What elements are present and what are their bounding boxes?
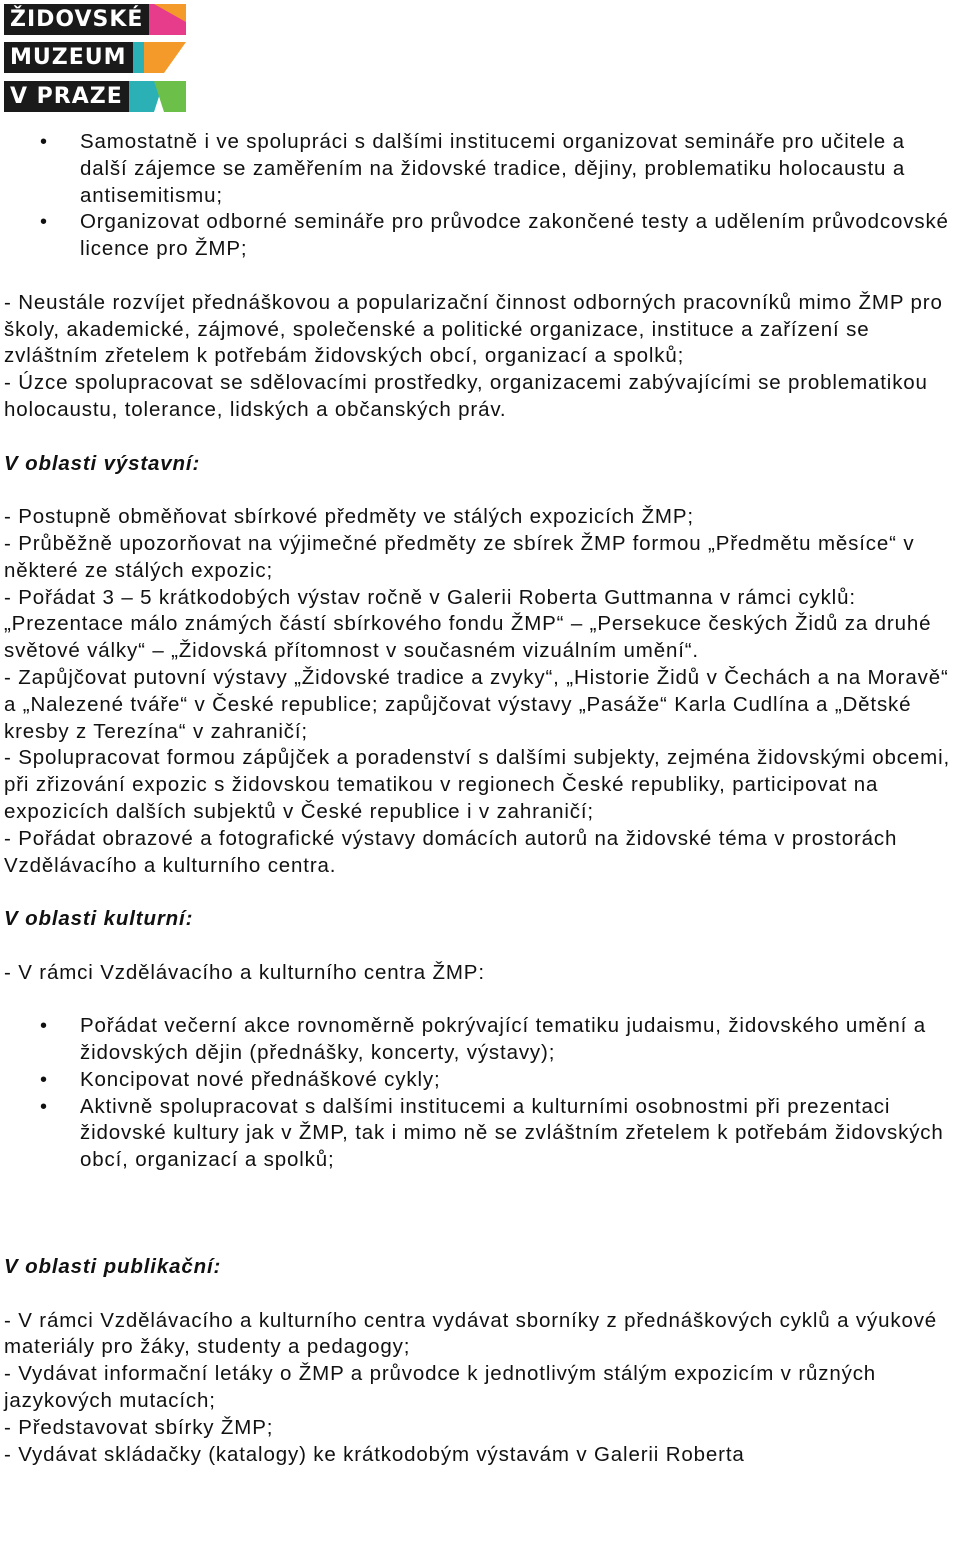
logo-line-2: MUZEUM <box>4 42 133 73</box>
paragraph: - Neustále rozvíjet přednáškovou a popularizační činnost odborných pracovníků mimo ŽMP pro školy, akademické, zájmové, společenské a politické organizace, instituce a zařízení se zvláštním zřetelem k potřebám židovských obcí, organizací a spolků; <box>4 290 943 368</box>
paragraph: - Pořádat obrazové a fotografické výstavy domácích autorů na židovské téma v prostorách Vzdělávacího a kulturního centra. <box>4 826 898 877</box>
paragraph: - Vydávat informační letáky o ŽMP a průvodce k jednotlivým stálým expozicím v různých jazykových mutacích; <box>4 1362 877 1413</box>
section-heading-kulturni: V oblasti kulturní: <box>4 907 194 931</box>
section-heading-publikacni: V oblasti publikační: <box>4 1255 222 1279</box>
list-item: • Aktivně spolupracovat s dalšími institucemi a kulturními osobnostmi při prezentaci židovské kultury jak v ŽMP, tak i mimo ně se zvláštním zřetelem k potřebám židovských obcí, organizací a spolků; <box>4 1094 956 1174</box>
paragraph: - Průběžně upozorňovat na výjimečné předměty ze sbírek ŽMP formou „Předmětu měsíce“ v některé ze stálých expozic; <box>4 531 915 582</box>
list-item: • Organizovat odborné semináře pro průvodce zakončené testy a udělením průvodcovské licence pro ŽMP; <box>4 209 956 263</box>
paragraph: - V rámci Vzdělávacího a kulturního centra vydávat sborníky z přednáškových cyklů a výukové materiály pro žáky, studenty a pedagogy; <box>4 1308 938 1359</box>
bullet-list-seminars <box>4 129 956 263</box>
paragraph: - Postupně obměňovat sbírkové předměty ve stálých expozicích ŽMP; <box>4 505 694 529</box>
bullet-list-culture <box>4 1013 956 1174</box>
museum-logo <box>4 4 186 112</box>
paragraph: - Zapůjčovat putovní výstavy „Židovské tradice a zvyky“, „Historie Židů v Čechách a na Moravě“ a „Nalezené tváře“ v České republice; zapůjčovat výstavy „Pasáže“ Karla Cudlína a „Dětské kresby z Terezína“ v zahraničí; <box>4 665 949 743</box>
paragraph: - Úzce spolupracovat se sdělovacími prostředky, organizacemi zabývajícími se problematikou holocaustu, tolerance, lidských a občanských práv. <box>4 371 928 421</box>
paragraph: - V rámci Vzdělávacího a kulturního centra ŽMP: <box>4 960 485 984</box>
document-body <box>4 129 956 1468</box>
paragraph: - Vydávat skládačky (katalogy) ke krátkodobým výstavám v Galerii Roberta <box>4 1442 745 1466</box>
paragraph: - Pořádat 3 – 5 krátkodobých výstav ročně v Galerii Roberta Guttmanna v rámci cyklů: „Prezentace málo známých částí sbírkového fondu ŽMP“ – „Persekuce českých Židů za druhé světové války“ – „Židovská přítomnost v současném vizuálním umění“. <box>4 585 932 663</box>
logo-line-3: V PRAZE <box>4 81 129 112</box>
list-item: • Samostatně i ve spolupráci s dalšími institucemi organizovat semináře pro učitele a další zájemce se zaměřením na židovské tradice, dějiny, problematiku holocaustu a antisemitismu; <box>4 129 956 209</box>
list-item: • Koncipovat nové přednáškové cykly; <box>4 1067 956 1094</box>
list-item: • Pořádat večerní akce rovnoměrně pokrývající tematiku judaismu, židovského umění a židovských dějin (přednášky, koncerty, výstavy); <box>4 1013 956 1067</box>
section-heading-vystavni: V oblasti výstavní: <box>4 451 201 475</box>
paragraph: - Představovat sbírky ŽMP; <box>4 1415 274 1439</box>
logo-line-1: ŽIDOVSKÉ <box>4 4 149 35</box>
paragraph: - Spolupracovat formou zápůjček a poradenství s dalšími subjekty, zejména židovskými obcemi, při zřizování expozic s židovskou tematikou v regionech České republiky, participovat na expozicích dalších subjektů v České republice i v zahraničí; <box>4 746 951 823</box>
